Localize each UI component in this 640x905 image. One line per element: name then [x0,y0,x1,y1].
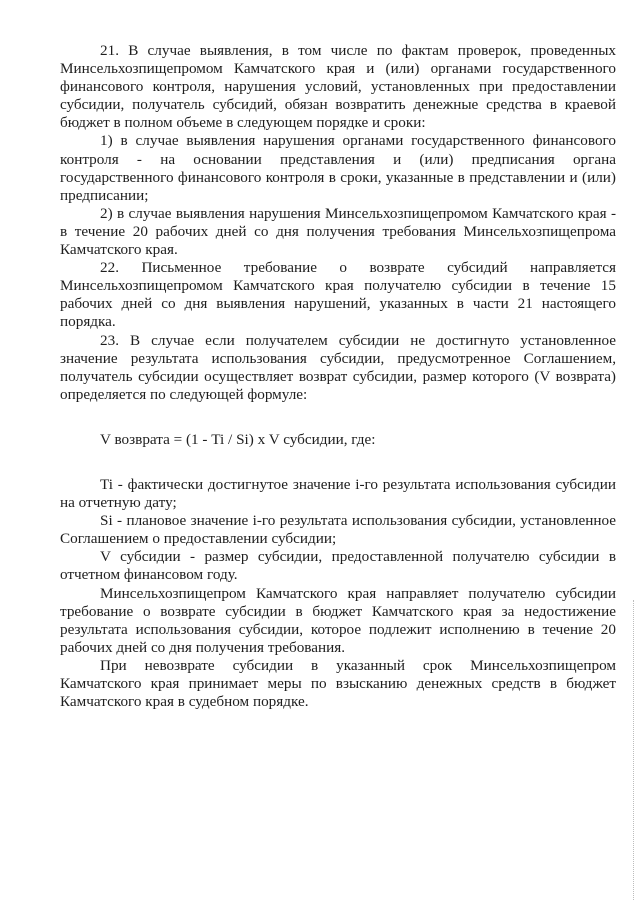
definition-v-subsidy: V субсидии - размер субсидии, предоставленной получателю субсидии в отчетном финансовом году. [60,548,616,584]
scan-edge-artifact [633,600,634,900]
paragraph-court-recovery: При невозврате субсидии в указанный срок Минсельхозпищепром Камчатского края принимает меры по взысканию денежных средств в бюджет Камчатского края в судебном порядке. [60,656,616,711]
paragraph-21-item-1: 1) в случае выявления нарушения органами государственного финансового контроля - на основании представления и (или) предписания органа государственного финансового контроля в сроки, указанные в представлении и (или) предписании; [60,132,616,204]
definition-si: Si - плановое значение i-го результата использования субсидии, установленное Соглашением о предоставлении субсидии; [60,512,616,548]
document-body [60,42,616,711]
paragraph-21: 21. В случае выявления, в том числе по фактам проверок, проведенных Минсельхозпищепромом Камчатского края и (или) органами государственного финансового контроля, нарушения условий, установленных при предоставлении субсидии, получатель субсидий, обязан возвратить денежные средства в краевой бюджет в полном объеме в следующем порядке и сроки: [60,42,616,132]
paragraph-requirement: Минсельхозпищепром Камчатского края направляет получателю субсидии требование о возврате субсидии в бюджет Камчатского края за недостижение результата использования субсидии, которое подлежит исполнению в течение 20 рабочих дней со дня получения требования. [60,584,616,656]
refund-formula: V возврата = (1 - Ti / Si) x V субсидии, где: [100,430,376,448]
definition-ti: Ti - фактически достигнутое значение i-го результата использования субсидии на отчетную дату; [60,475,616,512]
paragraph-23: 23. В случае если получателем субсидии не достигнуто установленное значение результата использования субсидии, предусмотренное Соглашением, получатель субсидии осуществляет возврат субсидии, размер которого (V возврата) определяется по следующей формуле: [60,331,616,403]
spacer [60,404,616,431]
paragraph-22: 22. Письменное требование о возврате субсидий направляется Минсельхозпищепромом Камчатского края получателю субсидии в течение 15 рабочих дней со дня выявления нарушений, указанных в части 21 настоящего порядка. [60,259,616,331]
paragraph-21-item-2: 2) в случае выявления нарушения Минсельхозпищепромом Камчатского края - в течение 20 рабочих дней со дня получения требования Минсельхозпищепрома Камчатского края. [60,204,616,259]
spacer [60,449,616,476]
